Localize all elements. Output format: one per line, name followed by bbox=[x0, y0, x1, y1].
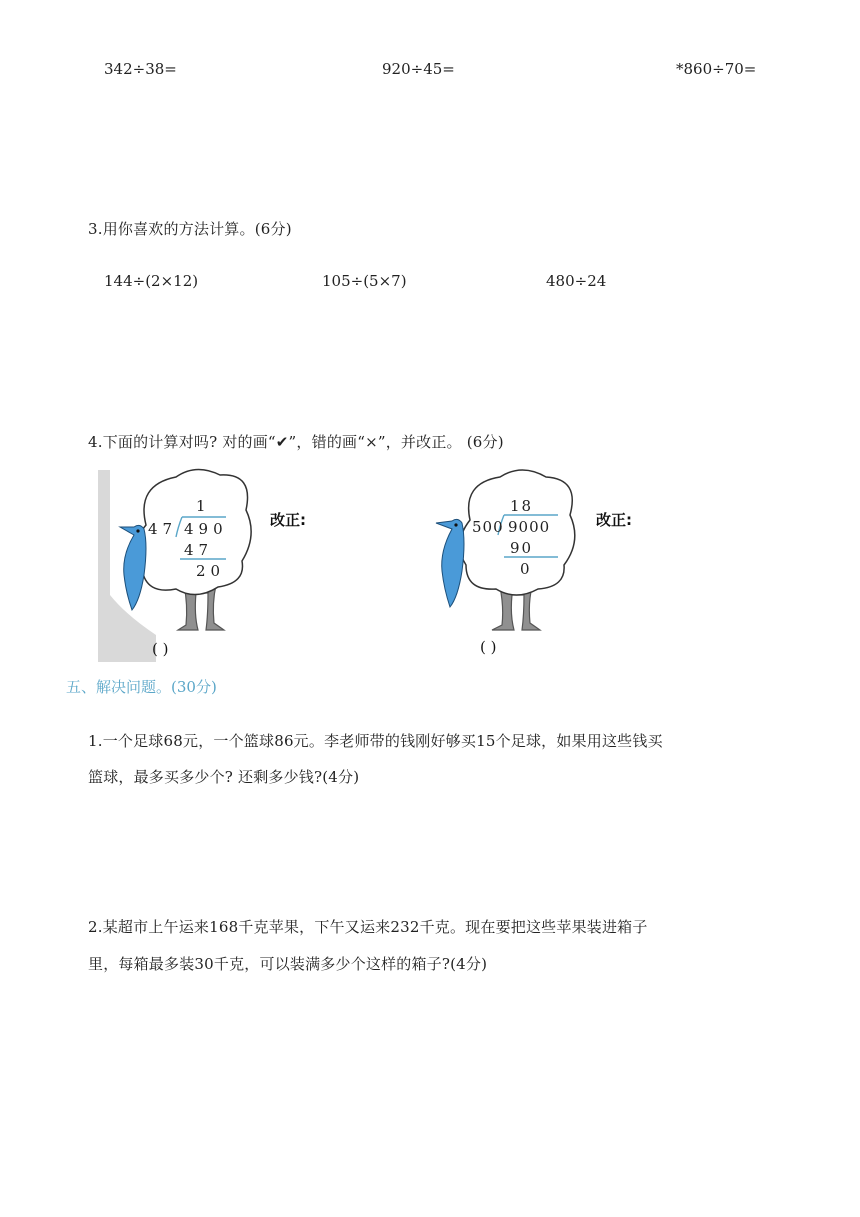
tree-figure-1 bbox=[96, 465, 336, 665]
problem-2-line-1: 2.某超市上午运来168千克苹果，下午又运来232千克。现在要把这些苹果装进箱子 bbox=[88, 918, 648, 936]
answer-paren-2: ( ) bbox=[480, 638, 497, 656]
bird-icon bbox=[120, 525, 146, 610]
division-920-45: 920÷45= bbox=[382, 60, 455, 78]
q3-title: 3.用你喜欢的方法计算。(6分) bbox=[88, 220, 292, 238]
q4-title: 4.下面的计算对吗? 对的画“✔”，错的画“×”，并改正。 (6分) bbox=[88, 433, 504, 451]
bird-icon bbox=[436, 519, 464, 607]
q3-expr-a: 144÷(2×12) bbox=[104, 272, 199, 290]
division-342-38: 342÷38= bbox=[104, 60, 177, 78]
div1-product: 47 bbox=[184, 541, 214, 559]
div2-quotient: 18 bbox=[510, 497, 534, 515]
div2-remainder: 0 bbox=[520, 560, 530, 578]
q3-expr-c: 480÷24 bbox=[546, 272, 607, 290]
div1-dividend: 490 bbox=[184, 520, 228, 538]
correction-label-2: 改正: bbox=[596, 511, 632, 529]
bird-eye-icon bbox=[136, 529, 139, 532]
correction-label-1: 改正: bbox=[270, 511, 306, 529]
div2-product: 90 bbox=[510, 539, 534, 557]
tree-figure-2-art bbox=[430, 465, 670, 665]
div1-divisor: 47 bbox=[148, 520, 178, 538]
div1-remainder: 20 bbox=[196, 562, 226, 580]
bird-eye-icon bbox=[454, 523, 457, 526]
div2-divisor: 500 bbox=[472, 518, 504, 536]
q3-expr-b: 105÷(5×7) bbox=[322, 272, 407, 290]
problem-1-line-2: 篮球，最多买多少个? 还剩多少钱?(4分) bbox=[88, 768, 360, 786]
problem-2-line-2: 里，每箱最多装30千克，可以装满多少个这样的箱子?(4分) bbox=[88, 955, 488, 973]
problem-1-line-1: 1.一个足球68元，一个篮球86元。李老师带的钱刚好够买15个足球，如果用这些钱买 bbox=[88, 732, 663, 750]
answer-paren-1: ( ) bbox=[152, 640, 169, 658]
div2-dividend: 9000 bbox=[508, 518, 551, 536]
division-860-70: *860÷70= bbox=[676, 60, 757, 78]
tree-figure-2 bbox=[430, 465, 670, 665]
section-5-title: 五、解决问题。(30分) bbox=[66, 678, 217, 696]
div1-quotient: 1 bbox=[196, 497, 210, 515]
